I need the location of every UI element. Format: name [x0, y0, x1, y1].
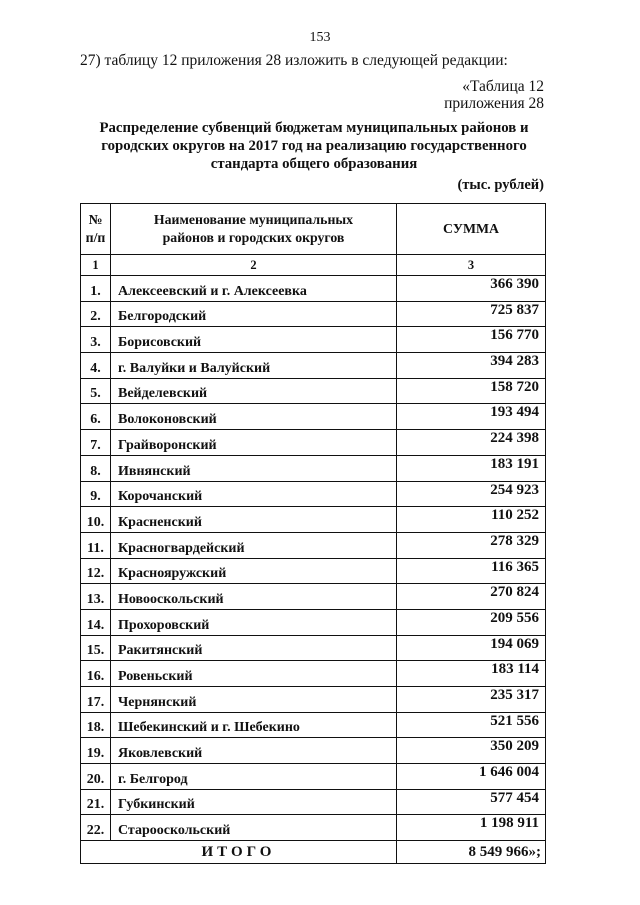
row-number: 17.: [81, 687, 111, 713]
column-index: 3: [397, 255, 546, 276]
row-number: 8.: [81, 455, 111, 481]
row-sum: 350 209: [397, 738, 546, 764]
row-sum: 110 252: [397, 507, 546, 533]
table-row: [81, 532, 546, 558]
row-district-name: Красненский: [111, 507, 397, 533]
units-label: (тыс. рублей): [457, 177, 544, 193]
table-row: [81, 353, 546, 379]
total-label: ИТОГО: [81, 841, 397, 864]
row-district-name: Новооскольский: [111, 584, 397, 610]
row-sum: 725 837: [397, 301, 546, 327]
table-row: [81, 404, 546, 430]
total-row: [81, 841, 546, 864]
table-row: [81, 301, 546, 327]
table-row: [81, 712, 546, 738]
row-district-name: Борисовский: [111, 327, 397, 353]
row-sum: 1 646 004: [397, 764, 546, 790]
row-sum: 394 283: [397, 353, 546, 379]
table-reference-line2: приложения 28: [444, 95, 544, 112]
column-index-row: [81, 255, 546, 276]
total-sum: 8 549 966»;: [397, 841, 546, 864]
header-number: [81, 204, 111, 255]
row-sum: 521 556: [397, 712, 546, 738]
title-line1: Распределение субвенций бюджетам муниципальных районов и: [99, 120, 529, 136]
table-row: [81, 661, 546, 687]
table-row: [81, 584, 546, 610]
row-sum: 235 317: [397, 687, 546, 713]
row-number: 18.: [81, 712, 111, 738]
row-number: 10.: [81, 507, 111, 533]
subsidies-table: [80, 203, 546, 864]
table-row: [81, 327, 546, 353]
row-sum: 1 198 911: [397, 815, 546, 841]
intro-text: 27) таблицу 12 приложения 28 изложить в следующей редакции:: [80, 52, 508, 69]
row-district-name: Краснояружский: [111, 558, 397, 584]
row-number: 9.: [81, 481, 111, 507]
header-sum: СУММА: [397, 204, 546, 255]
table-row: [81, 378, 546, 404]
row-number: 7.: [81, 430, 111, 456]
table-row: [81, 635, 546, 661]
row-district-name: Волоконовский: [111, 404, 397, 430]
row-district-name: Губкинский: [111, 789, 397, 815]
header-name-line1: Наименование муниципальных: [153, 212, 354, 227]
row-number: 11.: [81, 532, 111, 558]
row-number: 4.: [81, 353, 111, 379]
row-number: 12.: [81, 558, 111, 584]
row-district-name: Старооскольский: [111, 815, 397, 841]
row-district-name: Корочанский: [111, 481, 397, 507]
row-sum: 183 114: [397, 661, 546, 687]
row-district-name: Ровеньский: [111, 661, 397, 687]
row-sum: 278 329: [397, 532, 546, 558]
header-number-line1: №: [88, 212, 103, 227]
row-sum: 209 556: [397, 609, 546, 635]
header-name-line2: районов и городских округов: [162, 230, 345, 245]
table-reference: [444, 78, 544, 112]
row-sum: 366 390: [397, 276, 546, 302]
table-row: [81, 558, 546, 584]
row-district-name: Грайворонский: [111, 430, 397, 456]
row-sum: 224 398: [397, 430, 546, 456]
row-district-name: Белгородский: [111, 301, 397, 327]
row-district-name: г. Белгород: [111, 764, 397, 790]
row-sum: 183 191: [397, 455, 546, 481]
row-number: 6.: [81, 404, 111, 430]
table-row: [81, 764, 546, 790]
row-number: 13.: [81, 584, 111, 610]
row-sum: 116 365: [397, 558, 546, 584]
row-district-name: Прохоровский: [111, 609, 397, 635]
row-district-name: Яковлевский: [111, 738, 397, 764]
row-district-name: Чернянский: [111, 687, 397, 713]
row-number: 14.: [81, 609, 111, 635]
row-number: 21.: [81, 789, 111, 815]
row-sum: 193 494: [397, 404, 546, 430]
table-row: [81, 815, 546, 841]
row-number: 22.: [81, 815, 111, 841]
table-row: [81, 276, 546, 302]
table-row: [81, 687, 546, 713]
table-row: [81, 481, 546, 507]
document-title: [70, 119, 558, 173]
row-district-name: Алексеевский и г. Алексеевка: [111, 276, 397, 302]
table-row: [81, 789, 546, 815]
row-number: 3.: [81, 327, 111, 353]
table-row: [81, 430, 546, 456]
row-sum: 577 454: [397, 789, 546, 815]
page-number: 153: [309, 30, 331, 45]
row-sum: 194 069: [397, 635, 546, 661]
row-sum: 156 770: [397, 327, 546, 353]
row-number: 2.: [81, 301, 111, 327]
row-sum: 158 720: [397, 378, 546, 404]
row-number: 16.: [81, 661, 111, 687]
row-district-name: Ракитянский: [111, 635, 397, 661]
title-line3: стандарта общего образования: [210, 156, 418, 172]
table-row: [81, 609, 546, 635]
row-sum: 254 923: [397, 481, 546, 507]
column-index: 2: [111, 255, 397, 276]
header-name: [111, 204, 397, 255]
row-number: 1.: [81, 276, 111, 302]
table-row: [81, 507, 546, 533]
row-district-name: г. Валуйки и Валуйский: [111, 353, 397, 379]
row-number: 5.: [81, 378, 111, 404]
row-district-name: Шебекинский и г. Шебекино: [111, 712, 397, 738]
header-number-line2: п/п: [85, 230, 106, 245]
row-number: 20.: [81, 764, 111, 790]
table-row: [81, 738, 546, 764]
table-reference-line1: «Таблица 12: [462, 78, 544, 95]
title-line2: городских округов на 2017 год на реализацию государственного: [101, 138, 527, 154]
row-number: 19.: [81, 738, 111, 764]
table-row: [81, 455, 546, 481]
table-header-row: [81, 204, 546, 255]
row-district-name: Ивнянский: [111, 455, 397, 481]
row-number: 15.: [81, 635, 111, 661]
column-index: 1: [81, 255, 111, 276]
row-district-name: Вейделевский: [111, 378, 397, 404]
row-district-name: Красногвардейский: [111, 532, 397, 558]
row-sum: 270 824: [397, 584, 546, 610]
